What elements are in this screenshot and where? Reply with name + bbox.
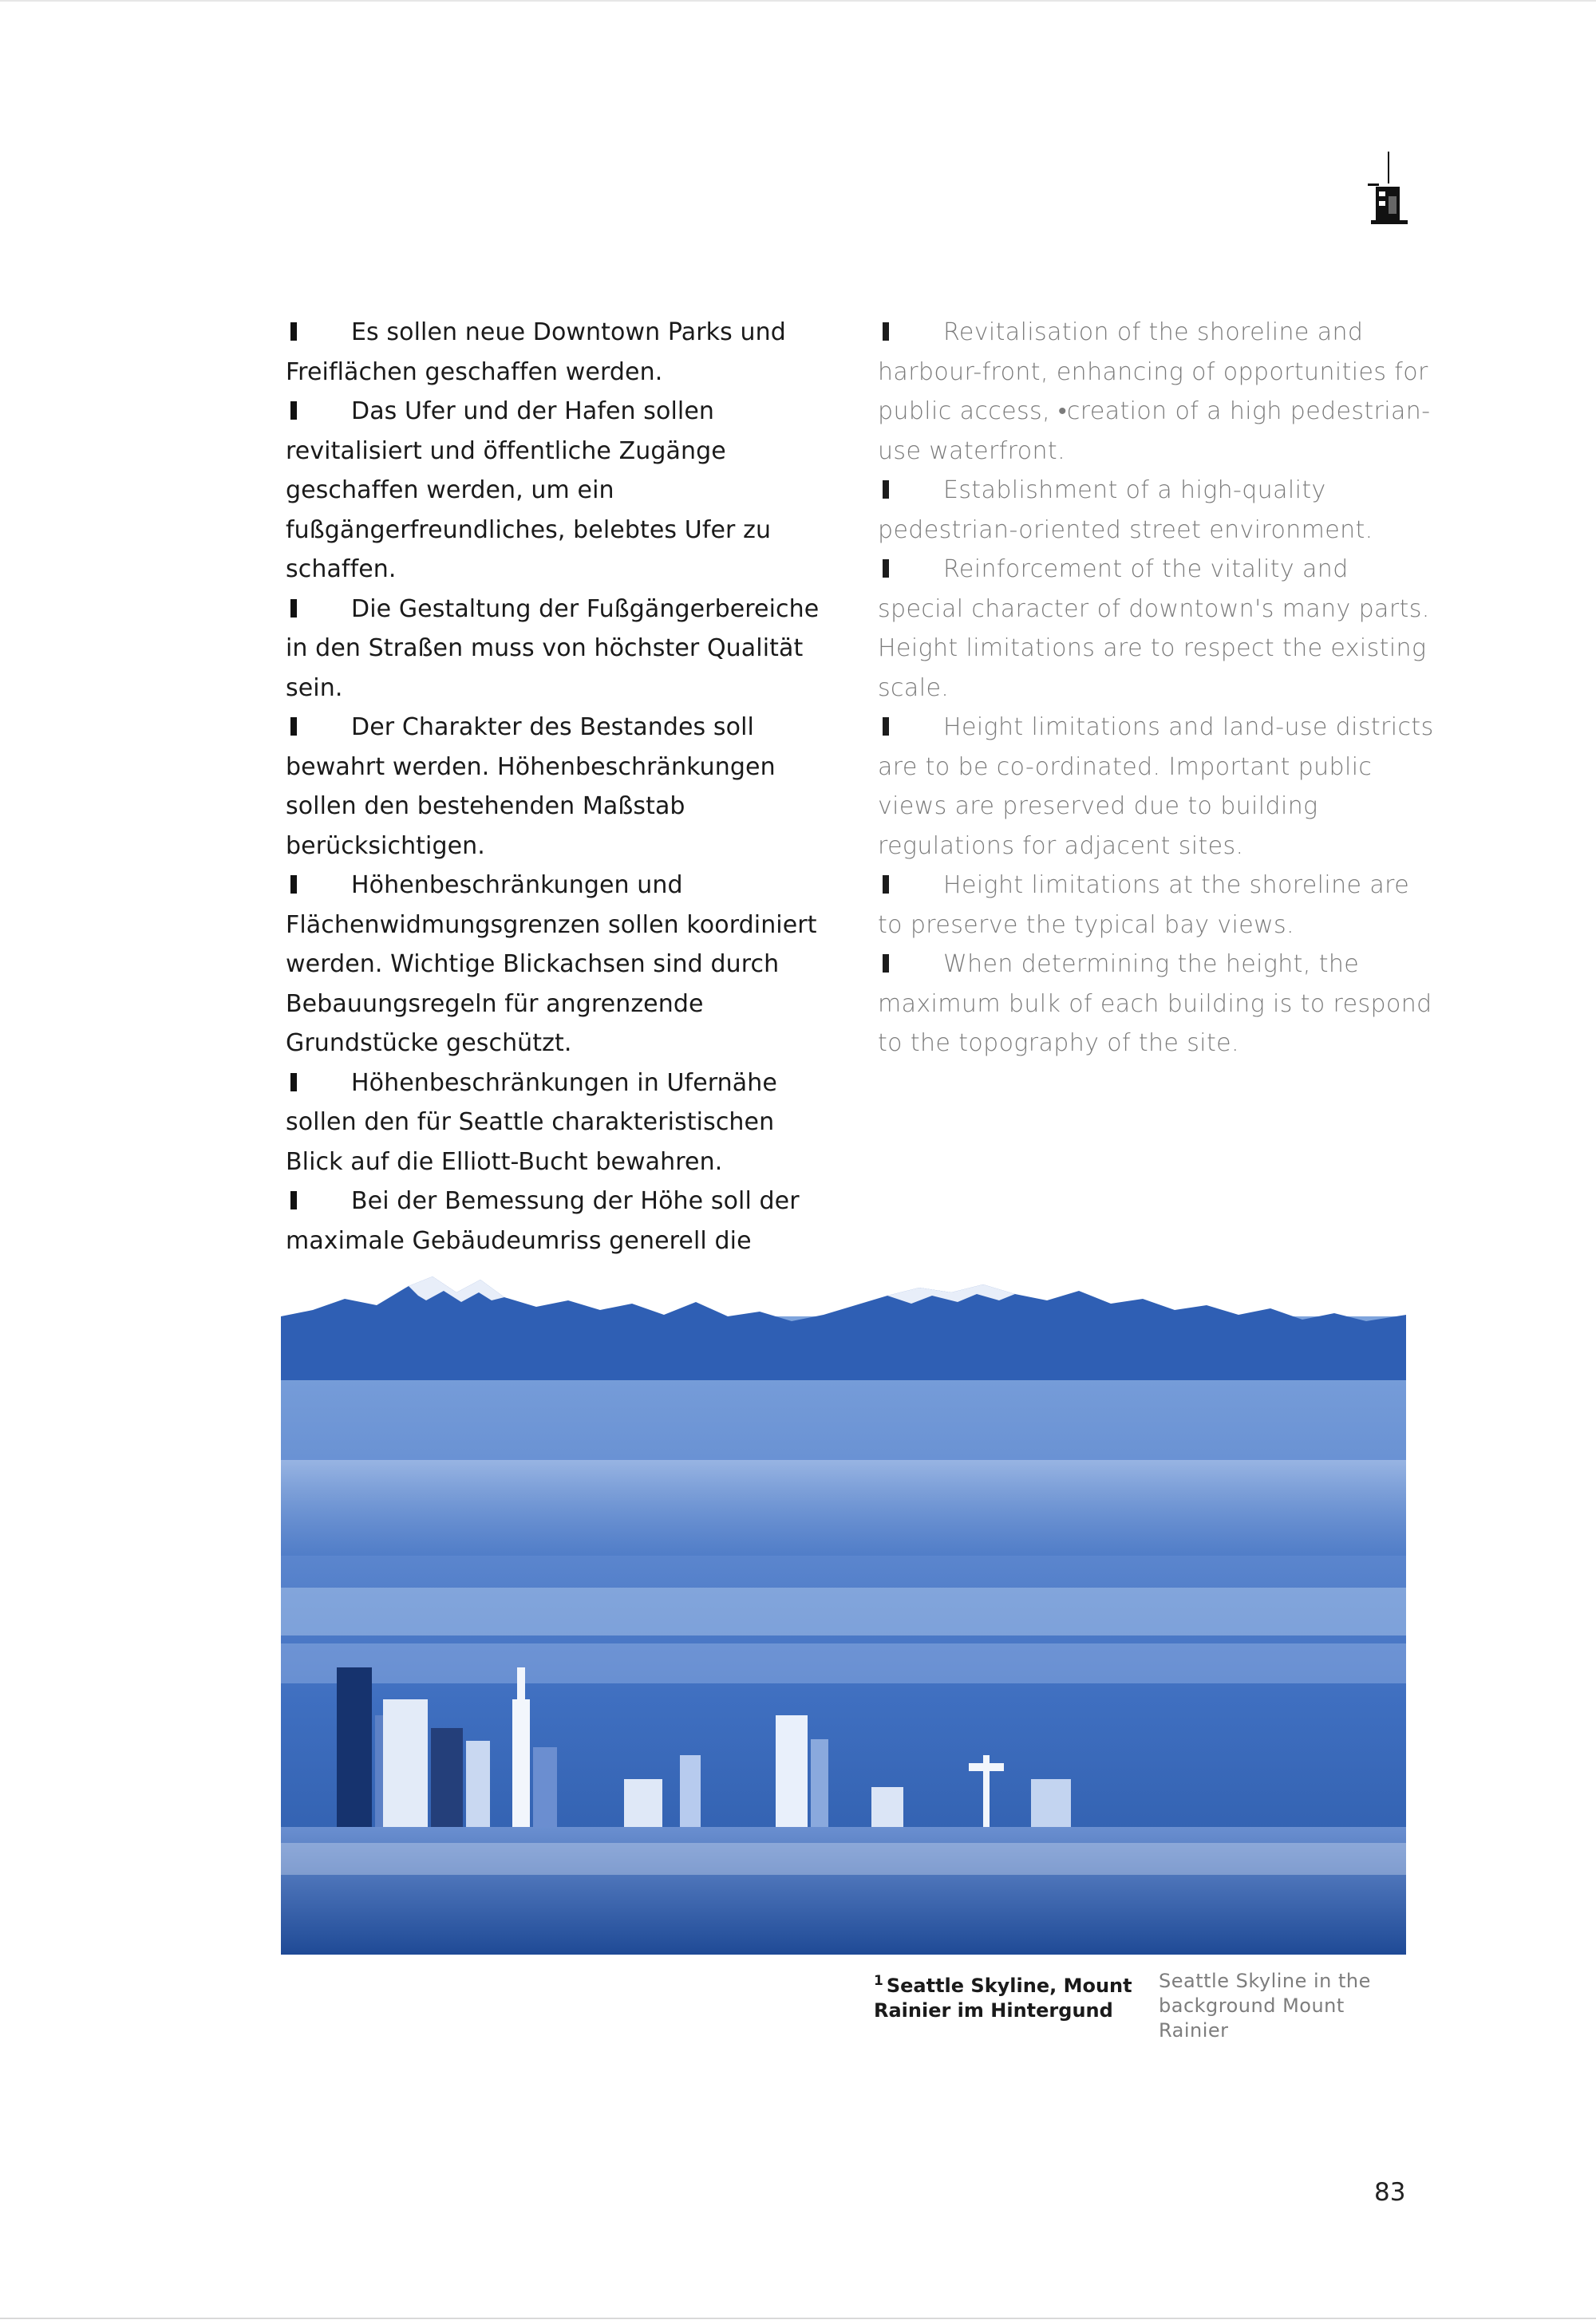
german-bullet-text: Der Charakter des Bestandes soll bewahrt werden. Höhenbeschränkungen sollen den bestehenden Maßstab berücksichtigen. (286, 713, 776, 860)
german-bullet-text: Bei der Bemessung der Höhe soll der maximale Gebäudeumriss generell die (286, 1187, 800, 1255)
bullet-marker (290, 401, 297, 420)
bullet-marker (290, 1191, 297, 1209)
bullet-marker (883, 559, 889, 578)
german-bullet-text: Höhenbeschränkungen in Ufernähe sollen den für Seattle charakteristischen Blick auf die Elliott-Bucht bewahren. (286, 1068, 777, 1176)
bullet-marker (883, 480, 889, 499)
bullet-marker (290, 599, 297, 617)
english-bullet-text: When determining the height, the maximum bulk of each building is to respond to the topography of the site. (878, 950, 1432, 1057)
tower-logo-icon (1366, 152, 1411, 231)
english-bullet-item (878, 945, 1436, 1063)
german-bullet-text: Es sollen neue Downtown Parks und Freiflächen geschaffen werden. (286, 318, 786, 386)
bullet-marker (883, 717, 889, 736)
german-text-column (286, 313, 836, 1340)
english-paragraph (878, 313, 1436, 1063)
english-bullet-item (878, 866, 1436, 945)
page-bottom-edge (0, 2318, 1596, 2319)
page-number: 83 (1374, 2178, 1406, 2207)
german-bullet-item (286, 866, 836, 1063)
city-foreground-highlights (281, 1843, 1406, 1875)
german-bullet-text: Die Gestaltung der Fußgängerbereiche in den Straßen muss von höchster Qualität sein. (286, 594, 820, 702)
english-bullet-text: Revitalisation of the shoreline and harbour-front, enhancing of opportunities for public access, •creation of a high pedestrian-use waterfront. (878, 318, 1431, 465)
english-bullet-text: Reinforcement of the vitality and special character of downtown's many parts. Height limitations are to respect the existing scale. (878, 555, 1430, 702)
figure-caption-german (874, 1969, 1137, 2023)
english-bullet-item (878, 471, 1436, 550)
bullet-marker (290, 875, 297, 894)
english-bullet-item (878, 550, 1436, 708)
bullet-marker (290, 717, 297, 736)
english-bullet-text: Establishment of a high-quality pedestrian-oriented street environment. (878, 476, 1373, 544)
english-bullet-item (878, 313, 1436, 471)
german-bullet-item (286, 590, 836, 708)
haze-band (281, 1460, 1406, 1556)
seattle-skyline-photo (281, 1269, 1406, 1955)
german-paragraph (286, 313, 836, 1340)
english-text-column (878, 313, 1436, 1063)
german-bullet-item (286, 392, 836, 590)
figure-number: 1 (874, 1973, 883, 1989)
english-bullet-text: Height limitations at the shoreline are to preserve the typical bay views. (878, 871, 1410, 939)
english-bullet-text: Height limitations and land-use districts are to be co-ordinated. Important public views are preserved due to building regulations for adjacent sites. (878, 713, 1434, 860)
caption-german-text: Seattle Skyline, Mount Rainier im Hintergund (874, 1975, 1132, 2022)
german-bullet-text: Das Ufer und der Hafen sollen revitalisiert und öffentliche Zugänge geschaffen werden, um ein fußgängerfreundliches, belebtes Ufer zu schaffen. (286, 397, 772, 583)
german-bullet-item (286, 708, 836, 866)
haze-band (281, 1643, 1406, 1683)
german-bullet-item (286, 313, 836, 392)
german-bullet-item (286, 1063, 836, 1182)
bullet-marker (883, 954, 889, 973)
bullet-marker (883, 322, 889, 341)
haze-band (281, 1588, 1406, 1635)
page-top-edge (0, 0, 1596, 2)
bullet-marker (883, 875, 889, 894)
figure-caption-english: Seattle Skyline in the background Mount Rainier (1159, 1970, 1371, 2042)
bullet-marker (290, 322, 297, 341)
german-bullet-text: Höhenbeschränkungen und Flächenwidmungsgrenzen sollen koordiniert werden. Wichtige Blickachsen sind durch Bebauungsregeln für angrenzende Grundstücke geschützt. (286, 871, 817, 1057)
bullet-marker (290, 1073, 297, 1091)
english-bullet-item (878, 708, 1436, 866)
